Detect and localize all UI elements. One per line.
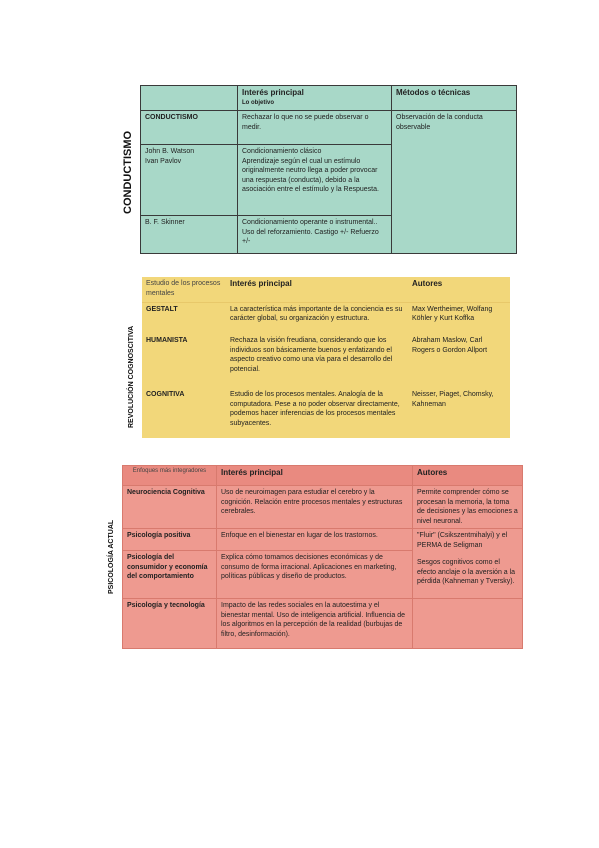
header-interes: Interés principal Lo objetivo <box>238 86 392 111</box>
row-autores-extra: Sesgos cognitivos como el efecto anclaje o la aversión a la pérdida (Kahneman y Tversky). <box>417 559 516 585</box>
row-interes: Condicionamiento operante o instrumental.. Uso del reforzamiento. Castigo +/- Refuerzo +/- <box>238 216 392 254</box>
row-interes: Rechazar lo que no se puede observar o medir. <box>238 111 392 145</box>
row-name: Psicología positiva <box>123 529 217 551</box>
row-name: John B. Watson Ivan Pavlov <box>141 145 238 216</box>
row-name: Neurociencia Cognitiva <box>123 486 217 529</box>
row-name: COGNITIVA <box>142 388 226 438</box>
row-autores: Abraham Maslow, Carl Rogers o Gordon Allport <box>408 334 510 388</box>
row-autores: Permite comprender cómo se procesan la memoria, la toma de decisiones y las emociones a nivel neuronal. <box>413 486 523 529</box>
row-interes: Uso de neuroimagen para estudiar el cerebro y la cognición. Relación entre procesos mentales y estructuras cerebrales. <box>217 486 413 529</box>
row-name: B. F. Skinner <box>141 216 238 254</box>
row-metodos: Observación de la conducta observable <box>392 111 517 254</box>
revolucion-cognoscitiva-table <box>142 277 510 438</box>
header-interes: Interés principal <box>217 466 413 486</box>
row-interes: Impacto de las redes sociales en la autoestima y el bienestar mental. Uso de inteligencia artificial. Influencia de los algoritmos en la percepción de la realidad (burbujas de filtro, desinformación). <box>217 599 413 649</box>
row-autores: "Fluir" (Csikszentmihalyi) y el PERMA de Seligman Sesgos cognitivos como el efecto anclaje o la aversión a la pérdida (Kahneman y Tversky). <box>413 529 523 599</box>
header-enfoques: Enfoques más integradores <box>123 466 217 486</box>
row-autores: Max Wertheimer, Wolfang Köhler y Kurt Koffka <box>408 302 510 334</box>
row-name: HUMANISTA <box>142 334 226 388</box>
row-autores: Neisser, Piaget, Chomsky, Kahneman <box>408 388 510 438</box>
section1-vertical-label: CONDUCTISMO <box>122 130 134 214</box>
row-interes: Explica cómo tomamos decisiones económicas y de consumo de forma irracional. Aplicaciones en marketing, políticas públicas y diseño de productos. <box>217 551 413 599</box>
row-interes: Estudio de los procesos mentales. Analogía de la computadora. Pese a no poder observar directamente, podemos hacer inferencias de los procesos mentales subyacentes. <box>226 388 408 438</box>
header-estudio: Estudio de los procesos mentales <box>142 277 226 302</box>
row-autores <box>413 599 523 649</box>
header-autores: Autores <box>413 466 523 486</box>
section3-vertical-label: PSICOLOGÍA ACTUAL <box>108 519 115 594</box>
row-name: GESTALT <box>142 302 226 334</box>
row-interes: Condicionamiento clásico Aprendizaje según el cual un estímulo originalmente neutro llega a poder provocar una respuesta (conducta), debido a la asociación entre el estímulo y la Respuesta. <box>238 145 392 216</box>
row-name: Psicología y tecnología <box>123 599 217 649</box>
row-name: CONDUCTISMO <box>141 111 238 145</box>
row-interes: Enfoque en el bienestar en lugar de los trastornos. <box>217 529 413 551</box>
header-interes: Interés principal <box>226 277 408 302</box>
header-empty-cell <box>141 86 238 111</box>
header-autores: Autores <box>408 277 510 302</box>
header-metodos: Métodos o técnicas <box>392 86 517 111</box>
section2-vertical-label: REVOLUCIÓN COGNOSCITIVA <box>128 325 135 428</box>
row-interes: La característica más importante de la conciencia es su carácter global, su organización y estructura. <box>226 302 408 334</box>
row-interes: Rechaza la visión freudiana, considerando que los individuos son básicamente buenos y enfatizando el aspecto creativo como una vía para el desarrollo del potencial. <box>226 334 408 388</box>
conductismo-table <box>140 85 517 254</box>
row-name: Psicología del consumidor y economía del comportamiento <box>123 551 217 599</box>
psicologia-actual-table <box>122 465 523 649</box>
